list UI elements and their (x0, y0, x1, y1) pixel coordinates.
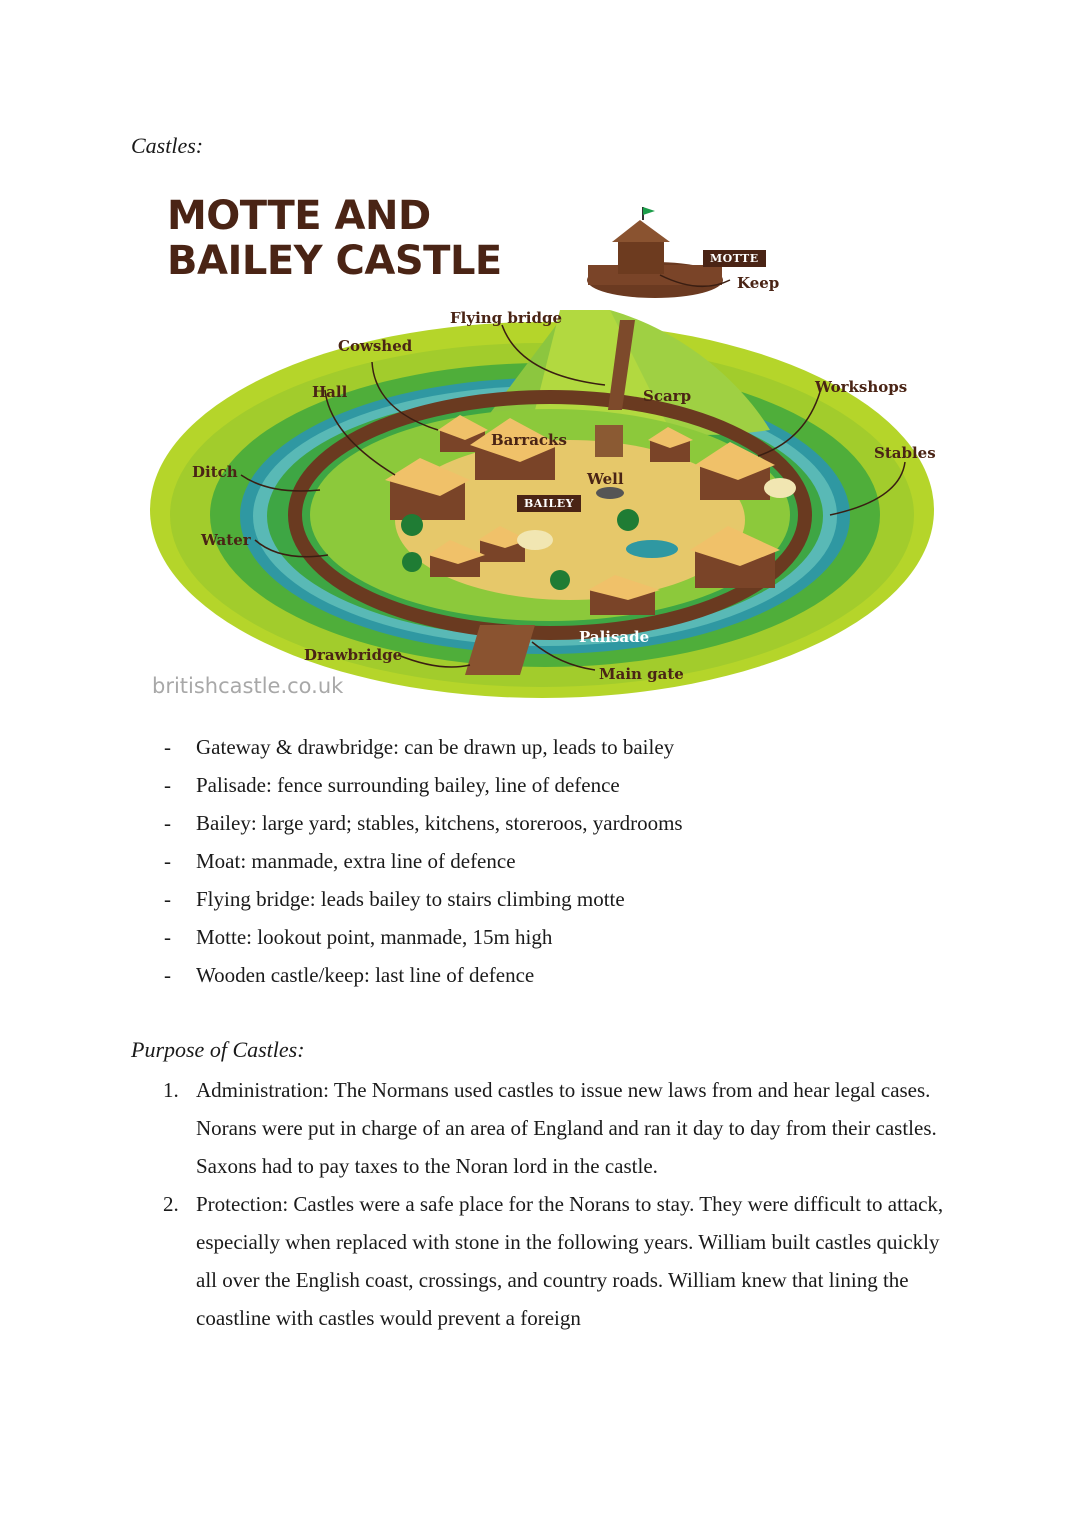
label-motte: MOTTE (703, 250, 766, 267)
list-item (160, 918, 683, 956)
motte-bailey-diagram (140, 180, 950, 710)
label-cowshed: Cowshed (338, 337, 413, 355)
list-item-text: Flying bridge: leads bailey to stairs climbing motte (196, 887, 625, 911)
bullet-marker: - (164, 735, 171, 759)
label-hall: Hall (312, 383, 348, 401)
list-item-text: Administration: The Normans used castles to issue new laws from and hear legal cases. Norans were put in charge of an area of England and ran it day to day from their castles. Saxons had to pay taxes to the Noran lord in the castle. (196, 1078, 937, 1178)
castles-heading: Castles: (131, 133, 204, 158)
list-number: 2. (163, 1192, 179, 1216)
diagram-title (167, 194, 502, 284)
label-well: Well (587, 470, 624, 488)
bullet-marker: - (164, 925, 171, 949)
list-item (160, 766, 683, 804)
list-item (160, 956, 683, 994)
list-item (160, 804, 683, 842)
list-item-text: Moat: manmade, extra line of defence (196, 849, 516, 873)
list-item-text: Gateway & drawbridge: can be drawn up, leads to bailey (196, 735, 675, 759)
list-item (160, 1071, 960, 1185)
list-item-text: Motte: lookout point, manmade, 15m high (196, 925, 553, 949)
label-palisade: Palisade (579, 628, 650, 646)
list-item (160, 728, 683, 766)
bullet-marker: - (164, 811, 171, 835)
watermark: britishcastle.co.uk (152, 674, 344, 698)
list-item-text: Wooden castle/keep: last line of defence (196, 963, 535, 987)
label-drawbridge: Drawbridge (304, 646, 403, 664)
bullet-marker: - (164, 887, 171, 911)
label-water: Water (201, 531, 251, 549)
list-item-text: Palisade: fence surrounding bailey, line of defence (196, 773, 620, 797)
purpose-list (160, 1071, 960, 1337)
list-item (160, 1185, 960, 1337)
bullet-marker: - (164, 963, 171, 987)
label-workshops: Workshops (815, 378, 908, 396)
diagram-title-line1: MOTTE AND (167, 193, 431, 239)
bullet-marker: - (164, 849, 171, 873)
label-main-gate: Main gate (599, 665, 684, 683)
label-ditch: Ditch (192, 463, 238, 481)
list-item-text: Bailey: large yard; stables, kitchens, storeroos, yardrooms (196, 811, 683, 835)
list-item-text: Protection: Castles were a safe place for the Norans to stay. They were difficult to attack, especially when replaced with stone in the following years. William built castles quickly all over the English coast, crossings, and country roads. William knew that lining the coastline with castles would prevent a foreign (196, 1192, 944, 1330)
label-stables: Stables (874, 444, 936, 462)
castle-parts-list (160, 728, 683, 994)
label-keep: Keep (737, 274, 780, 292)
list-number: 1. (163, 1078, 179, 1102)
list-item (160, 842, 683, 880)
purpose-heading: Purpose of Castles: (131, 1037, 305, 1062)
label-barracks: Barracks (491, 431, 567, 449)
label-bailey: BAILEY (517, 495, 581, 512)
label-flying-bridge: Flying bridge (450, 309, 562, 327)
list-item (160, 880, 683, 918)
diagram-title-line2: BAILEY CASTLE (167, 238, 502, 284)
label-scarp: Scarp (643, 387, 692, 405)
bullet-marker: - (164, 773, 171, 797)
